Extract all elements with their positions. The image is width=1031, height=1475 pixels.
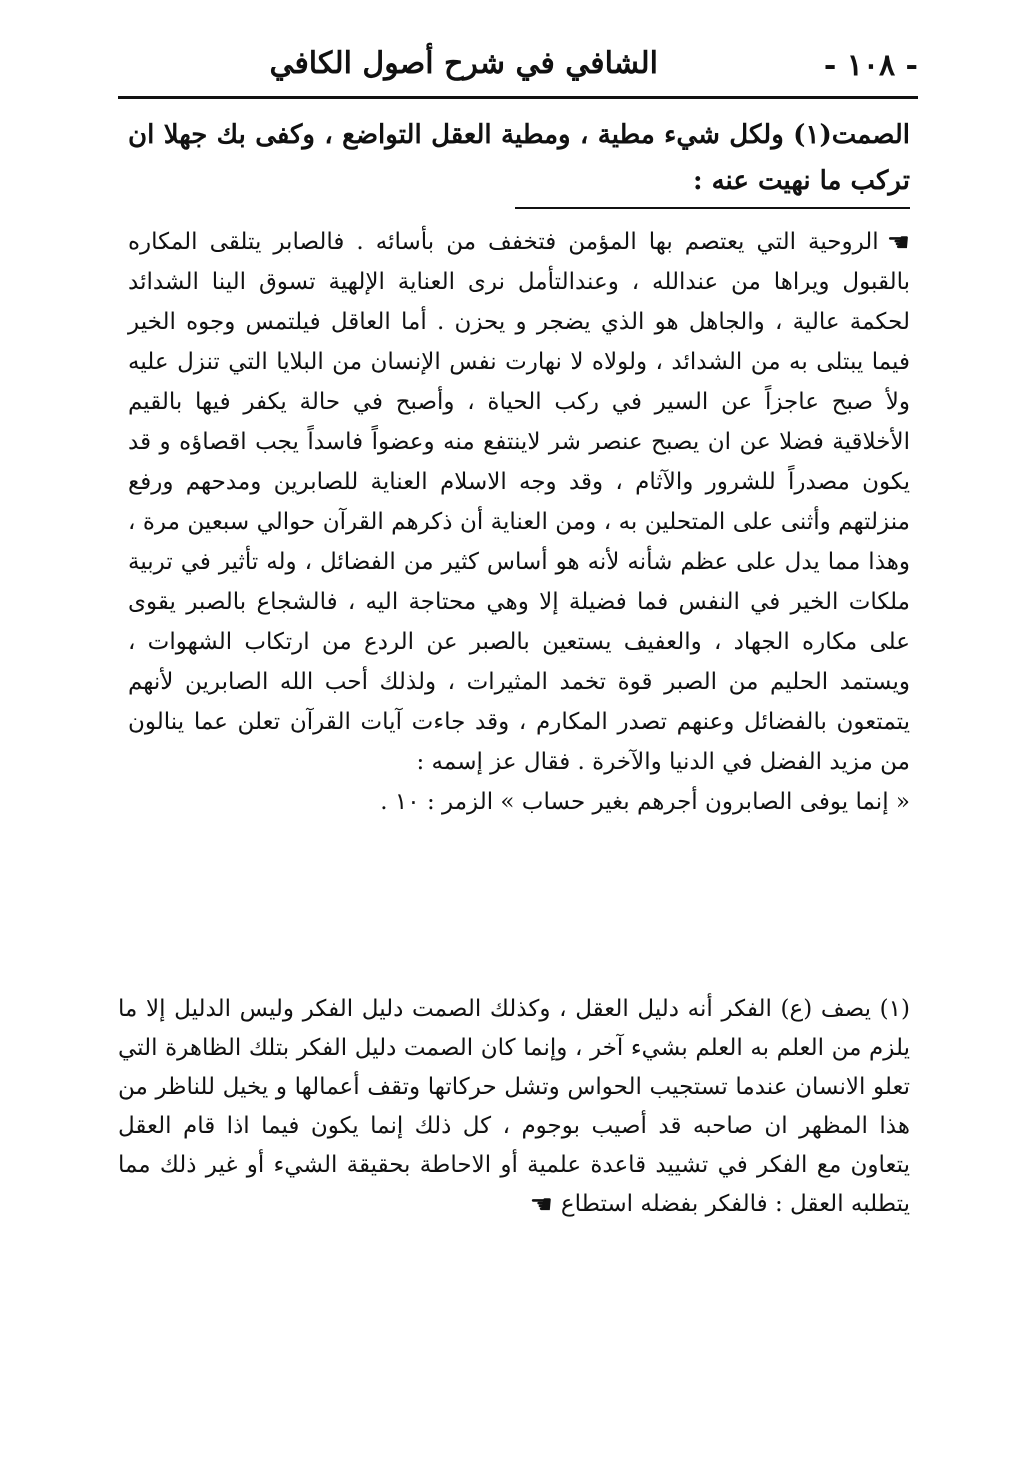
continuation-hand-icon: ☚ (529, 1190, 553, 1220)
footnote-paragraph (118, 990, 910, 1224)
commentary-block (128, 222, 910, 822)
pointing-hand-icon: ☚ (886, 228, 910, 258)
quran-quote: « إنما يوفى الصابرون أجرهم بغير حساب » الزمر : ١٠ . (380, 789, 910, 815)
main-text-divider (515, 207, 910, 209)
footnote-text: (١) يصف (ع) الفكر أنه دليل العقل ، وكذلك الصمت دليل الفكر وليس الدليل إلا ما يلزم من العلم به العلم بشيء آخر ، وإنما كان الصمت دليل الفكر بتلك الظاهرة التي تعلو الانسان عندما تستجيب الحواس وتشل حركاتها وتقف أعمالها و يخيل للناظر من هذا المظهر ان صاحبه قد أصيب بوجوم ، كل ذلك إنما يكون فيما اذا قام العقل يتعاون مع الفكر في تشييد قاعدة علمية أو الاحاطة بحقيقة الشيء أو غير ذلك مما يتطلبه العقل : فالفكر بفضله استطاع (118, 996, 910, 1217)
hadith-text: الصمت(١) ولكل شيء مطية ، ومطية العقل التواضع ، وكفى بك جهلا ان تركب ما نهيت عنه : (128, 120, 910, 196)
footnote-block (118, 990, 910, 1224)
header-divider (118, 96, 918, 99)
commentary-text: الروحية التي يعتصم بها المؤمن فتخفف من بأسائه . فالصابر يتلقى المكاره بالقبول ويراها من عندالله ، وعندالتأمل نرى العناية الإلهية تسوق الينا الشدائد لحكمة عالية ، والجاهل هو الذي يضجر و يحزن . أما العاقل فيلتمس وجوه الخير فيما يبتلى به من الشدائد ، ولولاه لا نهارت نفس الإنسان من البلايا التي تنزل عليه ولأ صبح عاجزاً عن السير في ركب الحياة ، وأصبح في حالة يكفر فيها بالقيم الأخلاقية فضلا عن ان يصبح عنصر شر لاينتفع منه وعضواً فاسداً يجب اقصاؤه و قد يكون مصدراً للشرور والآثام ، وقد وجه الاسلام العناية للصابرين ومدحهم ورفع منزلتهم وأثنى على المتحلين به ، ومن العناية أن ذكرهم القرآن حوالي سبعين مرة ، وهذا مما يدل على عظم شأنه لأنه هو أساس كثير من الفضائل ، وله تأثير في تربية ملكات الخير في النفس فما فضيلة إلا وهي محتاجة اليه ، فالشجاع بالصبر يقوى على مكاره الجهاد ، والعفيف يستعين بالصبر عن الردع من ارتكاب الشهوات ، ويستمد الحليم من الصبر قوة تخمد المثيرات ، ولذلك أحب الله الصابرين لأنهم يتمتعون بالفضائل وعنهم تصدر المكارم ، وقد جاءت آيات القرآن تعلن عما ينالون من مزيد الفضل في الدنيا والآخرة . فقال عز إسمه : (128, 229, 910, 775)
page-header (118, 38, 918, 96)
running-title: الشافي في شرح أصول الكافي (269, 46, 658, 81)
page-number: - ١٠٨ - (823, 48, 918, 83)
commentary-paragraph (128, 222, 910, 782)
